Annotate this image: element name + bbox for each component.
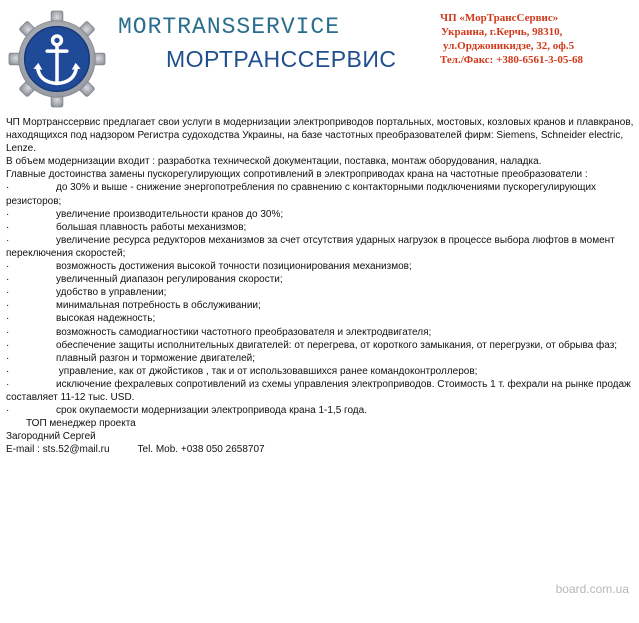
advantages-list <box>6 181 636 417</box>
email-text: E-mail : sts.52@mail.ru <box>6 444 110 456</box>
bullet-icon: · <box>6 313 10 325</box>
bullet-icon: · <box>6 287 10 299</box>
list-item: · минимальная потребность в обслуживании; <box>6 300 261 312</box>
bullet-icon: · <box>6 365 10 377</box>
list-item: · увеличенный диапазон регулирования скорости; <box>6 274 283 286</box>
article-body <box>6 116 636 456</box>
list-item: · срок окупаемости модернизации электропривода крана 1-1,5 года. <box>6 405 367 417</box>
company-name: ЧП «МорТрансСервис» <box>440 12 559 24</box>
brand-name-cyrillic: МОРТРАНССЕРВИС <box>166 46 397 72</box>
bullet-icon: · <box>6 261 10 273</box>
list-item: · увеличение производительности кранов до 30%; <box>6 208 284 220</box>
anchor-gear-logo-icon <box>8 10 106 108</box>
list-item: · обеспечение защиты исполнительных двигателей: от перегрева, от короткого замыкания, от перегрузки, от обрыва фаз; <box>6 339 618 351</box>
company-contacts <box>440 11 583 67</box>
bullet-icon: · <box>6 234 10 246</box>
bullet-icon: · <box>6 352 10 364</box>
bullet-icon: · <box>6 208 10 220</box>
manager-name: Загородний Сергей <box>6 431 96 443</box>
list-item: · плавный разгон и торможение двигателей; <box>6 352 256 364</box>
phone-text: Tel. Mob. +038 050 2658707 <box>137 444 265 456</box>
bullet-icon: · <box>6 339 10 351</box>
manager-title: ТОП менеджер проекта <box>26 418 136 430</box>
list-item: · управление, как от джойстиков , так и от использовавшихся ранее командоконтроллеров; <box>6 365 478 377</box>
list-item: · возможность самодиагностики частотного преобразователя и электродвигателя; <box>6 326 432 338</box>
list-item: · удобство в управлении; <box>6 287 167 299</box>
bullet-icon: · <box>6 221 10 233</box>
scope-paragraph: В объем модернизации входит : разработка технической документации, поставка, монтаж оборудования, наладка. <box>6 156 542 168</box>
brand-name-latin: MORTRANSSERVICE <box>118 14 341 40</box>
company-country-city: Украина, г.Керчь, 98310, <box>441 26 563 38</box>
bullet-icon: · <box>6 274 10 286</box>
site-watermark: board.com.ua <box>555 582 629 596</box>
intro-paragraph: ЧП Мортранссервис предлагает свои услуги в модернизации электроприводов портальных, мостовых, козловых кранов и плавкранов, находящихся под надзором Регистра судоходства Украины, на базе частотных преобразователей фирм: Siemens, Schneider electric, Lenze. <box>6 117 634 155</box>
list-item: · увеличение ресурса редукторов механизмов за счет отсутствия ударных нагрузок в процессе выбора люфтов в момент переключения скоростей; <box>6 234 615 259</box>
bullet-icon: · <box>6 378 10 390</box>
list-item: · высокая надежность; <box>6 313 156 325</box>
list-item: · возможность достижения высокой точности позиционирования механизмов; <box>6 261 412 273</box>
list-item: · исключение фехралевых сопротивлений из схемы управления электроприводов. Стоимость 1 т. фехрали на рынке продаж составляет 11-12 тыс. USD. <box>6 378 631 403</box>
list-item: · большая плавность работы механизмов; <box>6 221 247 233</box>
bullet-icon: · <box>6 405 10 417</box>
advantages-lead: Главные достоинства замены пускорегулирующих сопротивлений в электроприводах крана на частотные преобразователи : <box>6 169 588 181</box>
list-item: · до 30% и выше - снижение энергопотребления по сравнению с контакторными подключениями пускорегулирующих резисторов; <box>6 182 597 207</box>
company-street: ул.Орджоникидзе, 32, оф.5 <box>443 40 575 52</box>
company-phone-fax: Тел./Факс: +380-6561-3-05-68 <box>440 54 584 66</box>
contact-row <box>6 443 636 456</box>
bullet-icon: · <box>6 182 10 194</box>
bullet-icon: · <box>6 300 10 312</box>
bullet-icon: · <box>6 326 10 338</box>
